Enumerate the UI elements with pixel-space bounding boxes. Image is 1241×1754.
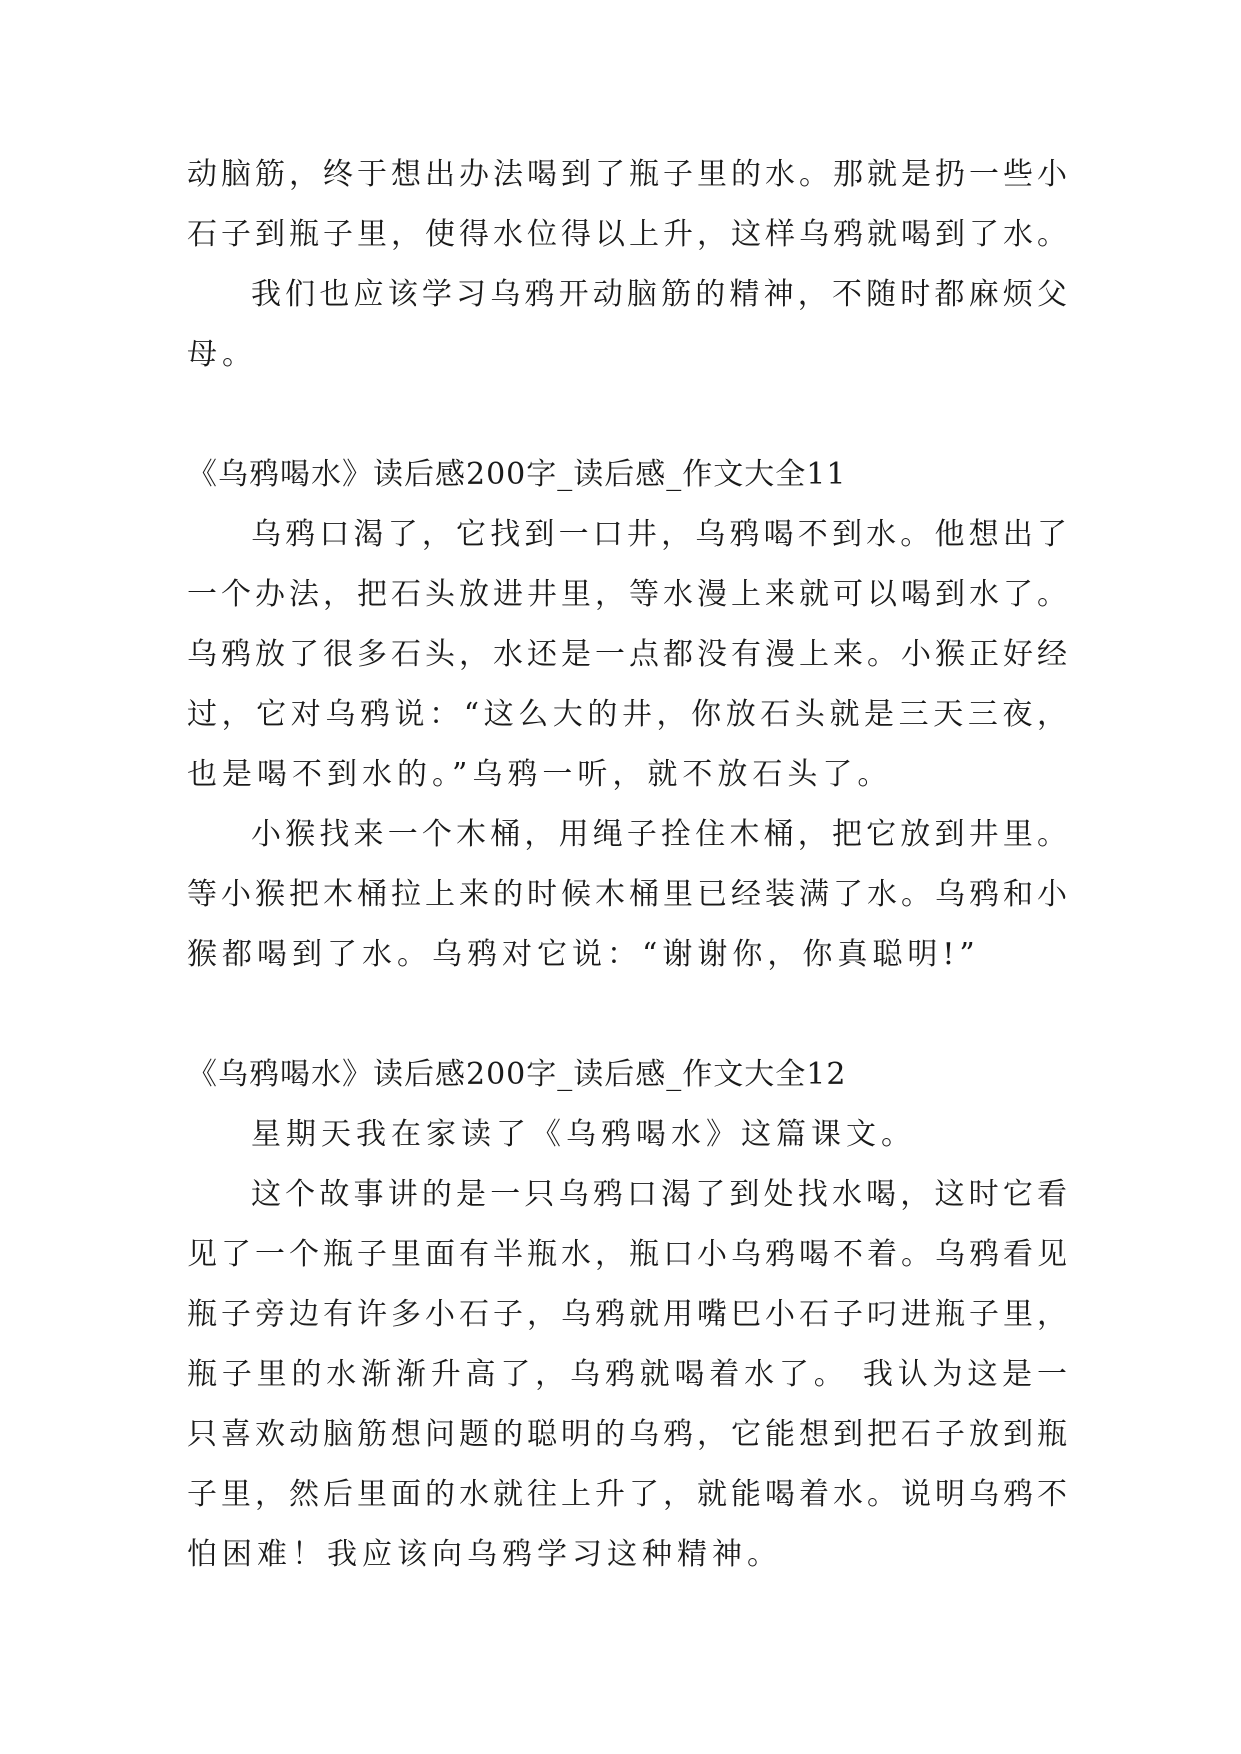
text-line: 过，它对乌鸦说：“这么大的井，你放石头就是三天三夜，: [187, 697, 1067, 732]
paragraph: [187, 265, 1067, 385]
section-essay-11: [187, 445, 1067, 985]
text-line: 母。: [187, 337, 257, 372]
paragraph: [187, 1105, 1067, 1165]
section-continuation: [187, 145, 1067, 385]
section-heading: 《乌鸦喝水》读后感200字_读后感_作文大全11: [187, 457, 847, 492]
text-line: 石子到瓶子里，使得水位得以上升，这样乌鸦就喝到了水。: [187, 217, 1067, 252]
text-line: 瓶子里的水渐渐升高了，乌鸦就喝着水了。 我认为这是一: [187, 1357, 1067, 1392]
document-page: [187, 145, 1067, 1585]
text-line: 也是喝不到水的。”乌鸦一听，就不放石头了。: [187, 757, 893, 792]
text-line: 猴都喝到了水。乌鸦对它说：“谢谢你，你真聪明!”: [187, 937, 980, 972]
text-line: 瓶子旁边有许多小石子，乌鸦就用嘴巴小石子叼进瓶子里，: [187, 1297, 1067, 1332]
text-line: 子里，然后里面的水就往上升了，就能喝着水。说明乌鸦不: [187, 1477, 1067, 1512]
text-line: 见了一个瓶子里面有半瓶水，瓶口小乌鸦喝不着。乌鸦看见: [187, 1237, 1067, 1272]
text-line: 小猴找来一个木桶，用绳子拴住木桶，把它放到井里。: [251, 817, 1067, 852]
paragraph: [187, 145, 1067, 265]
text-line: 只喜欢动脑筋想问题的聪明的乌鸦，它能想到把石子放到瓶: [187, 1417, 1067, 1452]
paragraph: [187, 505, 1067, 805]
text-line: 星期天我在家读了《乌鸦喝水》这篇课文。: [251, 1117, 916, 1152]
text-line: 怕困难！我应该向乌鸦学习这种精神。: [187, 1537, 782, 1572]
text-line: 这个故事讲的是一只乌鸦口渴了到处找水喝，这时它看: [251, 1177, 1067, 1212]
text-line: 乌鸦放了很多石头，水还是一点都没有漫上来。小猴正好经: [187, 637, 1067, 672]
paragraph: [187, 805, 1067, 985]
text-line: 乌鸦口渴了，它找到一口井，乌鸦喝不到水。他想出了: [251, 517, 1067, 552]
text-line: 动脑筋，终于想出办法喝到了瓶子里的水。那就是扔一些小: [187, 157, 1067, 192]
section-heading: 《乌鸦喝水》读后感200字_读后感_作文大全12: [187, 1057, 847, 1092]
text-line: 一个办法，把石头放进井里，等水漫上来就可以喝到水了。: [187, 577, 1067, 612]
text-line: 等小猴把木桶拉上来的时候木桶里已经装满了水。乌鸦和小: [187, 877, 1067, 912]
section-essay-12: [187, 1045, 1067, 1585]
text-line: 我们也应该学习乌鸦开动脑筋的精神，不随时都麻烦父: [251, 277, 1067, 312]
paragraph: [187, 1165, 1067, 1585]
